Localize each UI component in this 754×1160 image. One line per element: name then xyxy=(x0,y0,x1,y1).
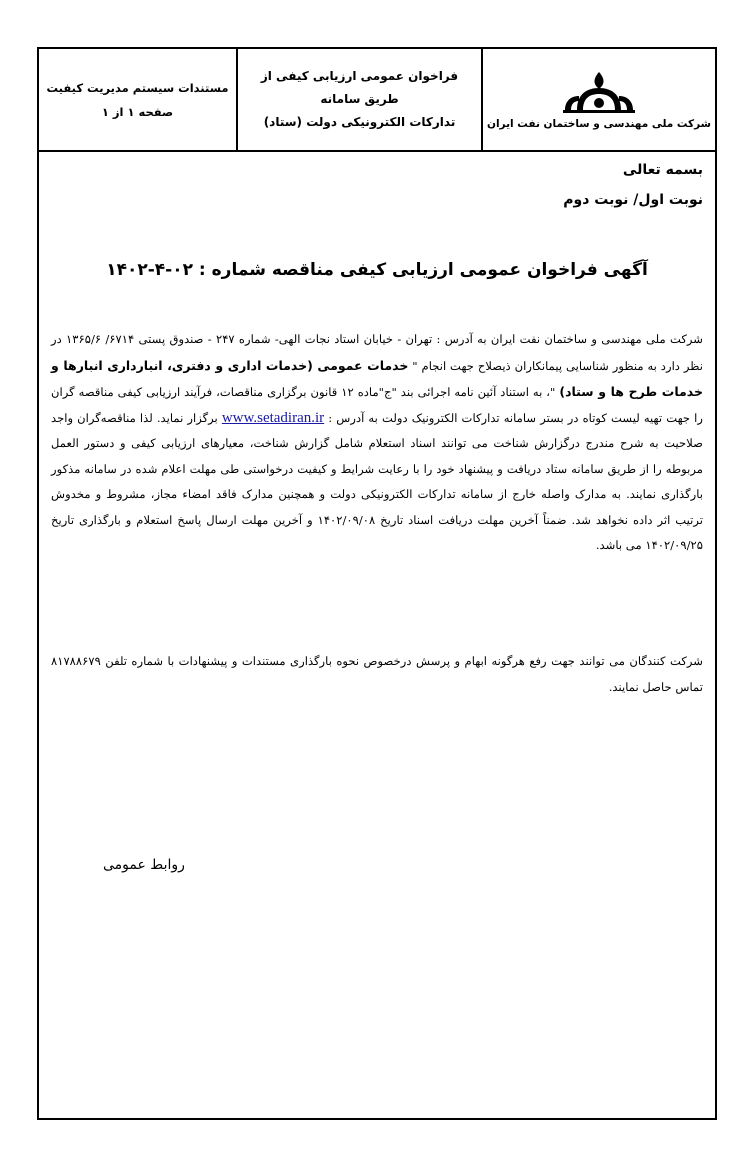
company-logo-cell xyxy=(481,49,715,150)
page-title: آگهی فراخوان عمومی ارزیابی کیفی مناقصه شماره : ۰۲-۴-۱۴۰۲ xyxy=(106,260,648,280)
paragraph-text-1: شرکت ملی مهندسی و ساختمان نفت ایران به آدرس : تهران - خیابان استاد نجات الهی- شماره ۲۴۷ - صندوق پستی ۶۷۱۴/ ۱۳۶۵/۶ در نظر دارد به منظور شناسایی پیمانکاران ذیصلاح جهت انجام " xyxy=(51,332,704,373)
document-header xyxy=(37,47,717,152)
page-info: صفحه ۱ از ۱ xyxy=(101,104,174,119)
header-title-line2: تدارکات الکترونیکی دولت (ستاد) xyxy=(263,115,456,129)
header-title-cell xyxy=(236,49,481,150)
paragraph-text-2: "، به استناد آئین نامه اجرائی بند "ج"ماده ۱۲ قانون برگزاری مناقصات، فرآیند ارزیابی کیفی مناقصه گران را جهت تهیه لیست کوتاه در بستر سامانه تدارکات الکترونیک دولت به آدرس : xyxy=(51,385,703,425)
company-name: شرکت ملی مهندسی و ساختمان نفت ایران xyxy=(487,117,711,130)
paragraph-text-3: برگزار نماید. لذا مناقصه‌گران واجد صلاحیت به شرح مندرج درگزارش شناخت می توانند اسناد استعلام شامل گزارش شناخت، معیارهای ارزیابی کیفی و دستور العمل مربوطه را از طریق سامانه ستاد دریافت و پیشنهاد خود را با رعایت شرایط و کیفیت درخواستی طی مهلت اعلام شده در سامانه مذکور بارگذاری نمایند. به مدارک واصله خارج از سامانه تدارکات الکترونیکی دولت و همچنین مدارک فاقد امضاء مجاز، مشروط و مخدوش ترتیب اثر داده نخواهد شد. ضمناً آخرین مهلت دریافت اسناد تاریخ ۱۴۰۲/۰۹/۰۸ و آخرین مهلت ارسال پاسخ استعلام و بارگذاری تاریخ ۱۴۰۲/۰۹/۲۵ می باشد. xyxy=(51,410,703,552)
setadiran-link[interactable]: www.setadiran.ir xyxy=(221,409,325,426)
signature: روابط عمومی xyxy=(103,857,185,873)
contact-paragraph: شرکت کنندگان می توانند جهت رفع هرگونه ابهام و پرسش درخصوص نحوه بارگذاری مستندات و پیشنهادات با شماره تلفن ۸۱۷۸۸۶۷۹ تماس حاصل نمایند. xyxy=(51,654,703,694)
main-paragraph xyxy=(51,327,703,559)
flame-logo-icon xyxy=(559,70,639,114)
header-title-line1: فراخوان عمومی ارزیابی کیفی از طریق سامانه xyxy=(260,69,459,106)
header-doc-cell xyxy=(39,49,236,150)
doc-type: مستندات سیستم مدیریت کیفیت xyxy=(46,80,229,95)
basmala: بسمه تعالی xyxy=(622,162,703,178)
round-label: نوبت اول/ نوبت دوم xyxy=(563,192,703,208)
announcement-body xyxy=(37,152,717,1120)
service-title: خدمات عمومی (خدمات اداری و دفتری، انبارداری انبارها و خدمات طرح ها و ستاد) xyxy=(51,357,704,399)
